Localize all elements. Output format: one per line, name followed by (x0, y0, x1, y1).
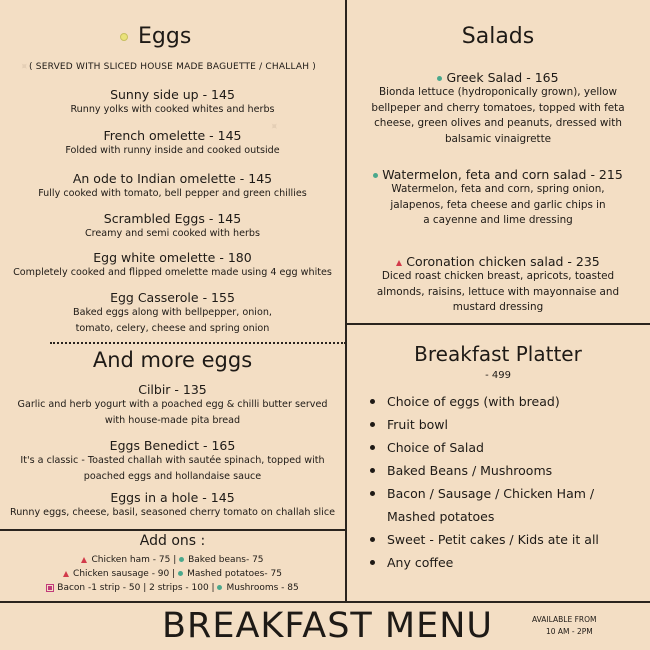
item-name: Coronation chicken salad - 235 (406, 254, 600, 269)
item-desc: It's a classic - Toasted challah with sautée spinach, topped with (20, 455, 325, 466)
salads-divider (346, 323, 650, 325)
platter-list (370, 390, 640, 574)
platter-item (370, 436, 640, 459)
item-desc: almonds, raisins, lettuce with mayonnaise and (376, 285, 620, 298)
addon-line (0, 555, 345, 565)
menu-item (0, 87, 345, 118)
platter-item-label: Choice of Salad (387, 440, 484, 455)
item-name: Egg Casserole - 155 (110, 290, 235, 305)
addon-item: Bacon -1 strip - 50 | 2 strips - 100 (57, 583, 209, 593)
veg-mark-icon (217, 585, 222, 590)
platter-item (370, 482, 640, 505)
item-desc: jalapenos, feta cheese and garlic chips in (390, 198, 606, 211)
addon-item: Mashed potatoes- 75 (187, 569, 282, 579)
bullet-icon (370, 468, 375, 473)
item-desc: Runny yolks with cooked whites and herbs (70, 104, 275, 115)
item-desc: poached eggs and hollandaise sauce (83, 471, 262, 482)
menu-item (0, 382, 345, 429)
served-note: ( SERVED WITH SLICED HOUSE MADE BAGUETTE / CHALLAH ) (29, 62, 316, 72)
menu-item (0, 211, 345, 242)
availability (532, 614, 596, 638)
addon-separator: | (173, 555, 177, 565)
eggs-heading (120, 24, 191, 49)
platter-price: - 499 (485, 370, 511, 381)
platter-item (370, 551, 640, 574)
addon-separator: | (172, 569, 176, 579)
platter-item-label: Mashed potatoes (387, 509, 495, 524)
nonveg-square-mark-icon (46, 584, 54, 592)
bullet-icon (370, 537, 375, 542)
addon-item: Chicken ham - 75 (91, 555, 171, 565)
item-desc: Completely cooked and flipped omelette made using 4 egg whites (13, 267, 332, 278)
platter-item (370, 413, 640, 436)
platter-item-label: Choice of eggs (with bread) (387, 394, 560, 409)
item-desc: Fully cooked with tomato, bell pepper and green chillies (38, 188, 307, 199)
availability-label: AVAILABLE FROM (532, 615, 597, 624)
item-name: An ode to Indian omelette - 145 (72, 171, 273, 186)
platter-item-label: Sweet - Petit cakes / Kids ate it all (387, 532, 599, 547)
item-name: Watermelon, feta and corn salad - 215 (382, 167, 623, 182)
item-name-row (346, 167, 650, 182)
addons-title: Add ons : (139, 533, 206, 549)
veg-mark-icon (373, 173, 378, 178)
menu-item (0, 438, 345, 485)
veg-mark-icon (437, 76, 442, 81)
footer-divider (0, 601, 650, 603)
egg-mark-icon (120, 33, 128, 41)
veg-mark-icon (178, 571, 183, 576)
eggs-title: Eggs (138, 24, 192, 49)
platter-item-continued (370, 505, 640, 528)
addons-divider (0, 529, 345, 531)
bullet-icon (370, 399, 375, 404)
item-name: French omelette - 145 (103, 128, 242, 143)
menu-item (346, 254, 650, 316)
bullet-icon (370, 445, 375, 450)
platter-item (370, 528, 640, 551)
watermark-icon: ✦ (266, 118, 283, 135)
veg-mark-icon (179, 557, 184, 562)
item-desc: Bionda lettuce (hydroponically grown), yellow (378, 86, 618, 98)
platter-title: Breakfast Platter (414, 342, 582, 366)
item-desc: Garlic and herb yogurt with a poached egg & chilli butter served (17, 399, 328, 410)
platter-item (370, 459, 640, 482)
item-name: Cilbir - 135 (138, 382, 207, 397)
item-desc: balsamic vinaigrette (444, 132, 552, 145)
nonveg-mark-icon (63, 571, 69, 577)
item-desc: tomato, celery, cheese and spring onion (75, 323, 270, 334)
menu-item (0, 128, 345, 159)
platter-item-label: Bacon / Sausage / Chicken Ham / (387, 486, 595, 501)
platter-item-label: Baked Beans / Mushrooms (387, 463, 553, 478)
item-name: Greek Salad - 165 (446, 70, 559, 85)
addon-line (0, 569, 345, 579)
availability-time: 10 AM - 2PM (546, 627, 593, 636)
menu-item (0, 290, 345, 337)
bullet-icon (370, 422, 375, 427)
item-name: Scrambled Eggs - 145 (103, 211, 242, 226)
item-desc: with house-made pita bread (104, 415, 241, 426)
menu-title: BREAKFAST MENU (162, 606, 494, 646)
platter-item-label: Fruit bowl (387, 417, 448, 432)
item-desc: Baked eggs along with bellpepper, onion, (73, 307, 272, 318)
platter-item (370, 390, 640, 413)
bullet-icon (370, 560, 375, 565)
item-desc: cheese, green olives and peanuts, dressed with (374, 117, 622, 130)
addon-line (0, 583, 345, 593)
item-name: Egg white omelette - 180 (93, 250, 252, 265)
nonveg-mark-icon (396, 260, 402, 266)
item-desc: Runny eggs, cheese, basil, seasoned cherry tomato on challah slice (9, 507, 336, 518)
platter-item-label: Any coffee (387, 555, 454, 570)
item-desc: a cayenne and lime dressing (423, 214, 573, 227)
salads-title: Salads (461, 24, 535, 49)
addon-item: Chicken sausage - 90 (73, 569, 170, 579)
watermark-icon: ✦ (16, 58, 33, 75)
addon-item: Baked beans- 75 (188, 555, 264, 565)
item-desc: mustard dressing (452, 301, 544, 314)
item-desc: Watermelon, feta and corn, spring onion, (391, 183, 605, 195)
item-desc: bellpeper and cherry tomatoes, topped with feta (371, 101, 625, 114)
menu-item (0, 171, 345, 202)
item-desc: Diced roast chicken breast, apricots, toasted (381, 270, 615, 282)
bullet-icon (370, 491, 375, 496)
nonveg-mark-icon (81, 557, 87, 563)
item-name-row (346, 254, 650, 269)
item-name: Eggs in a hole - 145 (110, 490, 235, 505)
menu-item (346, 70, 650, 147)
item-name: Sunny side up - 145 (110, 87, 235, 102)
item-name: Eggs Benedict - 165 (109, 438, 236, 453)
item-desc: Folded with runny inside and cooked outside (65, 145, 280, 156)
item-name-row (346, 70, 650, 85)
addon-item: Mushrooms - 85 (226, 583, 299, 593)
more-eggs-title: And more eggs (92, 348, 253, 372)
item-desc: Creamy and semi cooked with herbs (84, 228, 261, 239)
addon-separator: | (211, 583, 215, 593)
menu-item (346, 167, 650, 229)
menu-item (0, 490, 345, 521)
menu-item (0, 250, 345, 281)
dotted-separator (50, 342, 346, 344)
